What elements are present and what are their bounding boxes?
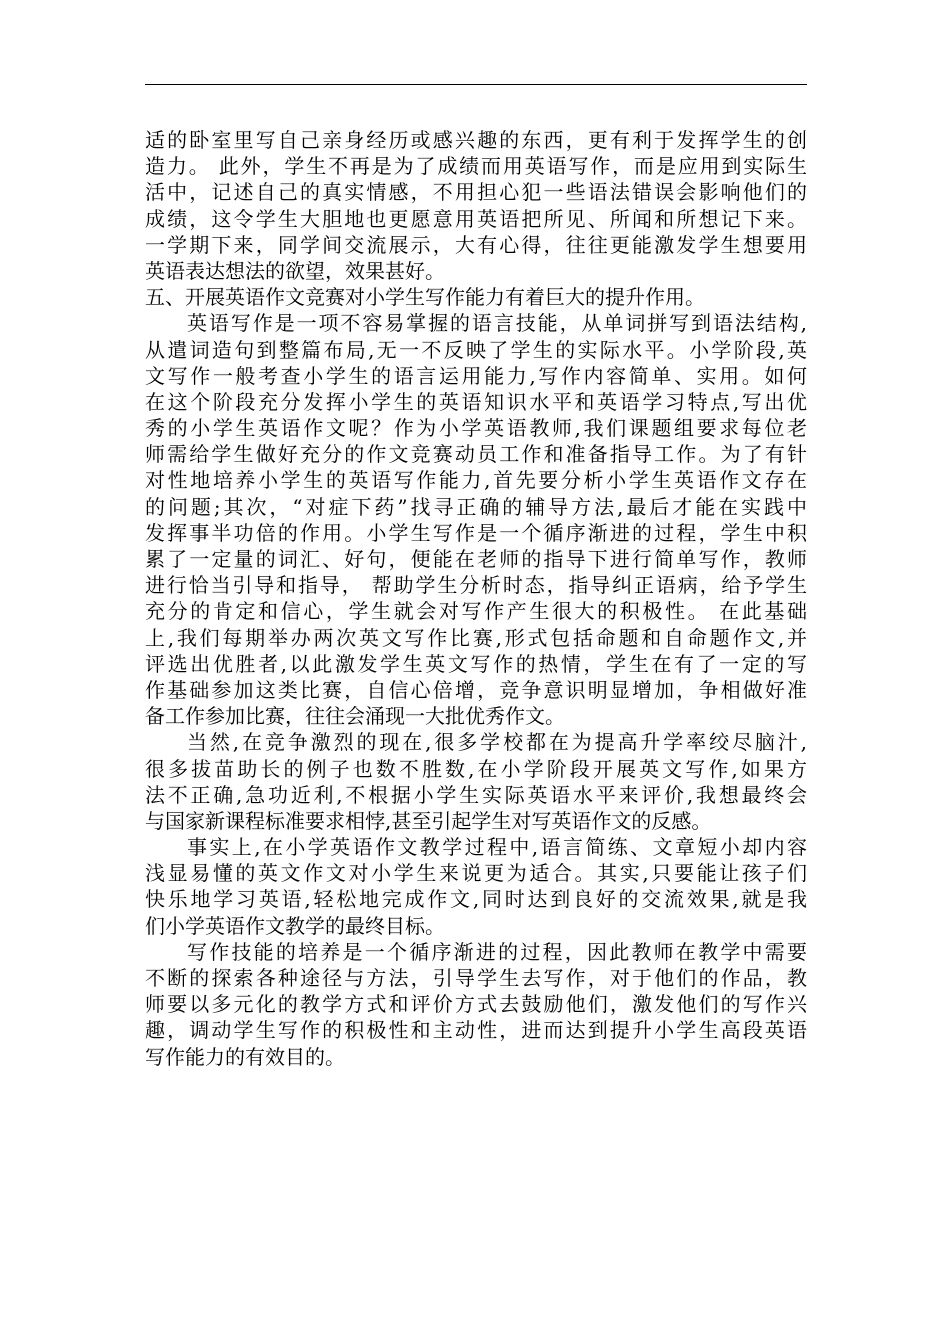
text-line: 的问题;其次，“对症下药”找寻正确的辅导方法,最后才能在实践中 xyxy=(145,494,807,519)
header-rule xyxy=(145,84,807,85)
text-line: 成绩，这令学生大胆地也更愿意用英语把所见、所闻和所想记下来。 xyxy=(145,206,807,231)
text-line: 发挥事半功倍的作用。小学生写作是一个循序渐进的过程，学生中积 xyxy=(145,520,807,545)
text-line: 们小学英语作文教学的最终目标。 xyxy=(145,913,445,938)
text-line: 事实上,在小学英语作文教学过程中,语言简练、文章短小却内容 xyxy=(187,835,807,860)
text-line: 写作能力的有效目的。 xyxy=(145,1044,345,1069)
text-line: 作基础参加这类比赛，自信心倍增，竞争意识明显增加，争相做好准 xyxy=(145,677,807,702)
text-line: 秀的小学生英语作文呢？作为小学英语教师,我们课题组要求每位老 xyxy=(145,416,807,441)
text-line: 不断的探索各种途径与方法，引导学生去写作，对于他们的作品，教 xyxy=(145,966,807,990)
text-line: 与国家新课程标准要求相悖,甚至引起学生对写英语作文的反感。 xyxy=(145,808,712,833)
text-line: 在这个阶段充分发挥小学生的英语知识水平和英语学习特点,写出优 xyxy=(145,389,807,414)
text-line: 一学期下来，同学间交流展示，大有心得，往往更能激发学生想要用 xyxy=(145,232,807,257)
document-body xyxy=(145,127,807,1070)
text-line: 师需给学生做好充分的作文竞赛动员工作和准备指导工作。为了有针 xyxy=(145,442,807,467)
text-line: 法不正确,急功近利,不根据小学生实际英语水平来评价,我想最终会 xyxy=(145,782,807,807)
text-line: 浅显易懂的英文作文对小学生来说更为适合。其实,只要能让孩子们 xyxy=(145,861,807,886)
text-line: 适的卧室里写自己亲身经历或感兴趣的东西，更有利于发挥学生的创 xyxy=(145,128,807,152)
text-line: 快乐地学习英语,轻松地完成作文,同时达到良好的交流效果,就是我 xyxy=(145,887,807,912)
text-line: 英语写作是一项不容易掌握的语言技能，从单词拼写到语法结构, xyxy=(187,311,807,336)
text-line: 评选出优胜者,以此激发学生英文写作的热情，学生在有了一定的写 xyxy=(145,651,807,676)
text-line: 进行恰当引导和指导， 帮助学生分析时态，指导纠正语病，给予学生 xyxy=(145,573,807,598)
text-line: 五、开展英语作文竞赛对小学生写作能力有着巨大的提升作用。 xyxy=(145,285,705,310)
text-line: 文写作一般考查小学生的语言运用能力,写作内容简单、实用。如何 xyxy=(145,363,807,388)
text-line: 当然,在竞争激烈的现在,很多学校都在为提高升学率绞尽脑汁, xyxy=(187,730,807,755)
text-line: 活中，记述自己的真实情感，不用担心犯一些语法错误会影响他们的 xyxy=(145,180,807,205)
text-line: 写作技能的培养是一个循序渐进的过程，因此教师在教学中需要 xyxy=(187,939,807,964)
text-line: 很多拔苗助长的例子也数不胜数,在小学阶段开展英文写作,如果方 xyxy=(145,756,807,781)
text-line: 趣，调动学生写作的积极性和主动性，进而达到提升小学生高段英语 xyxy=(145,1018,807,1043)
text-line: 备工作参加比赛，往往会涌现一大批优秀作文。 xyxy=(145,704,565,729)
text-line: 从遣词造句到整篇布局,无一不反映了学生的实际水平。小学阶段,英 xyxy=(145,337,807,362)
text-line: 充分的肯定和信心，学生就会对写作产生很大的积极性。 在此基础 xyxy=(145,599,807,624)
text-line: 造力。 此外，学生不再是为了成绩而用英语写作，而是应用到实际生 xyxy=(145,154,807,179)
text-line: 师要以多元化的教学方式和评价方式去鼓励他们，激发他们的写作兴 xyxy=(145,992,807,1017)
text-line: 上,我们每期举办两次英文写作比赛,形式包括命题和自命题作文,并 xyxy=(145,625,807,650)
text-line: 对性地培养小学生的英语写作能力,首先要分析小学生英语作文存在 xyxy=(145,468,807,493)
text-line: 英语表达想法的欲望，效果甚好。 xyxy=(145,258,445,283)
text-line: 累了一定量的词汇、好句，便能在老师的指导下进行简单写作，教师 xyxy=(145,547,807,571)
